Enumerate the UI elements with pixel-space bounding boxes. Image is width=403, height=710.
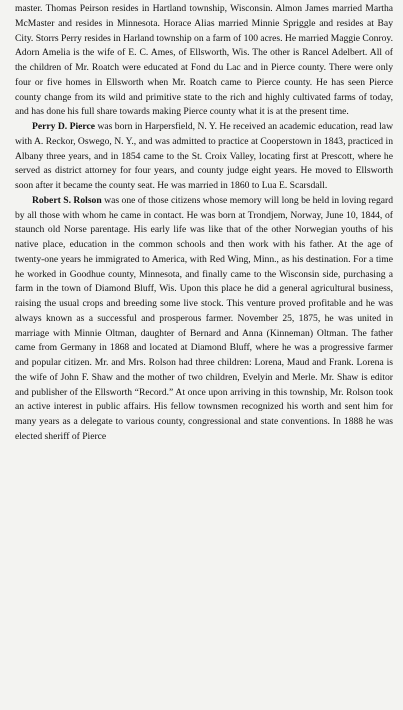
page-text: [15, 2, 393, 445]
paragraph-text: master. Thomas Peirson resides in Hartland township, Wisconsin. Almon James married Martha McMaster and resides in Minnesota. Horace Alias married Minnie Spriggle and resides at Bay City. Storrs Perry resides in Harland township on a farm of 100 acres. He married Maggie Conroy. Adorn Amelia is the wife of E. C. Ames, of Ellsworth, Wis. The other is Rancel Adelbert. All of the children of Mr. Roatch were educated at Fond du Lac and in Pierce county. There were only four or five homes in Ellsworth when Mr. Roatch came to Pierce county. He has seen Pierce county change from its wild and primitive state to the rich and highly cultivated farms of today, and has done his full share towards making Pierce county what it is at the present time.: [15, 3, 393, 118]
person-name-heading: Robert S. Rolson: [32, 194, 102, 206]
paragraph-robert-rolson: [15, 194, 393, 445]
paragraph-roatch-family: [15, 2, 393, 120]
paragraph-text: was one of those citizens whose memory will long be held in loving regard by all those with whom he came in contact. He was born at Trondjem, Norway, June 10, 1844, of staunch old Norse parentage. His early life was like that of the other Norwegian youths of his native place, education in the common schools and then work with his father. At the age of twenty-one years he immigrated to America, with Red Wing, Minn., as his destination. For a time he worked in Goodhue county, Minnesota, and finally came to the Wisconsin side, purchasing a farm in the town of Diamond Bluff, Wis. Upon this place he did a general agricultural business, raising the usual crops and breeding some live stock. This venture proved profitable and he was always known as a successful and prosperous farmer. November 25, 1875, he was united in marriage with Minnie Oltman, daughter of Bernard and Anna (Kinneman) Oltman. The father came from Germany in 1868 and located at Diamond Bluff, where he was a progressive farmer and popular citizen. Mr. and Mrs. Rolson had three children: Lorena, Maud and Frank. Lorena is the wife of John F. Shaw and the mother of two children, Evelyin and Merle. Mr. Shaw is editor and publisher of the Ellsworth “Record.” At once upon arriving in this township, Mr. Rolson took an active interest in public affairs. His fellow townsmen recognized his worth and sent him for many years as a delegate to various county, congressional and state conventions. In 1888 he was elected sheriff of Pierce: [15, 194, 393, 442]
paragraph-perry-pierce: [15, 120, 393, 194]
paragraph-text: was born in Harpersfield, N. Y. He received an academic education, read law with A. Reckor, Oswego, N. Y., and was admitted to practice at Cooperstown in 1843, practiced in Albany three years, and in 1854 came to the St. Croix Valley, locating first at Prescott, where he served as district attorney for four years, and county judge eight years. He moved to Ellsworth soon after it became the county seat. He was married in 1860 to Lua E. Scarsdall.: [15, 121, 393, 191]
person-name-heading: Perry D. Pierce: [32, 121, 96, 132]
